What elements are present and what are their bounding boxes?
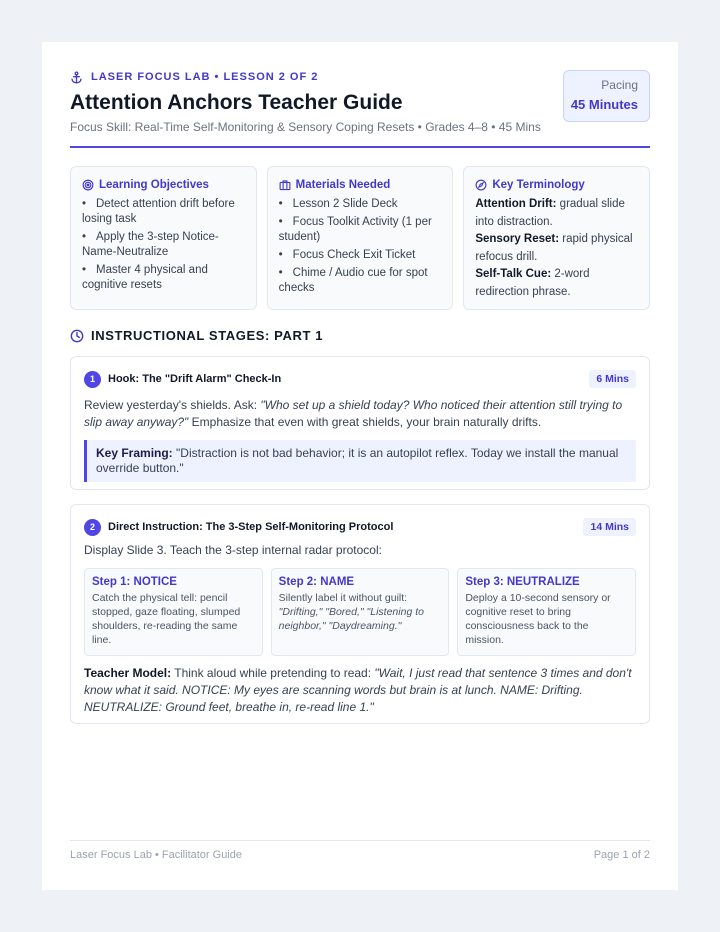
- term-label: Sensory Reset:: [475, 233, 560, 245]
- terminology-title: Key Terminology: [492, 179, 585, 191]
- header-divider: [70, 146, 650, 148]
- step-text: [92, 591, 255, 647]
- stages-heading-text: INSTRUCTIONAL STAGES: PART 1: [91, 328, 324, 343]
- step-card-notice: [84, 568, 263, 656]
- overview-cards: [70, 166, 650, 310]
- term-item: [475, 231, 638, 266]
- framing-text: "Distraction is not bad behavior; it is an autopilot reflex. Today we install the manual override button.": [96, 446, 619, 475]
- list-item: • Master 4 physical and cognitive resets: [82, 264, 208, 291]
- list-item: • Apply the 3-step Notice-Name-Neutralize: [82, 231, 219, 258]
- description-text: Emphasize that even with great shields, your brain naturally drifts.: [188, 415, 542, 429]
- material-text: Lesson 2 Slide Deck: [292, 198, 398, 210]
- key-framing-callout: [84, 440, 636, 482]
- stage-title: [84, 519, 393, 536]
- page-title: Attention Anchors Teacher Guide: [70, 91, 403, 114]
- objective-text: Master 4 physical and cognitive resets: [82, 264, 208, 291]
- step-title: Step 3: NEUTRALIZE: [465, 576, 580, 588]
- step-card-name: [271, 568, 450, 656]
- materials-list: [279, 197, 442, 296]
- compass-icon: [475, 179, 487, 191]
- step-text: [279, 591, 442, 633]
- target-icon: [82, 179, 94, 191]
- eyebrow-text: LASER FOCUS LAB • LESSON 2 OF 2: [91, 71, 319, 83]
- description-quote: "Who set up a shield today? Who noticed their attention still trying to slip away anyway?": [84, 398, 623, 429]
- terminology-heading: [475, 178, 638, 192]
- step-title: Step 2: NAME: [278, 576, 355, 588]
- stage-number: 1: [84, 371, 101, 388]
- objectives-heading: [82, 178, 245, 192]
- list-item: • Focus Check Exit Ticket: [278, 249, 416, 261]
- material-text: Focus Check Exit Ticket: [292, 249, 416, 261]
- objective-text: Detect attention drift before losing task: [82, 198, 235, 225]
- material-text: Focus Toolkit Activity (1 per student): [278, 216, 432, 243]
- pacing-label: Pacing: [601, 78, 638, 92]
- duration-badge: 14 Mins: [583, 518, 636, 536]
- list-item: • Detect attention drift before losing task: [82, 198, 235, 225]
- description-text: Review yesterday's shields. Ask:: [84, 398, 261, 412]
- stage-card-2: [70, 504, 650, 724]
- stage-header: [84, 517, 636, 537]
- objective-text: Apply the 3-step Notice-Name-Neutralize: [82, 231, 219, 258]
- stage-title-text: Hook: The "Drift Alarm" Check-In: [108, 373, 282, 385]
- terminology-card: [463, 166, 650, 310]
- briefcase-icon: [279, 179, 291, 191]
- term-definition: gradual slide into distraction.: [475, 198, 625, 228]
- pacing-value: 45 Minutes: [570, 97, 638, 112]
- footer-left: Laser Focus Lab • Facilitator Guide: [70, 849, 242, 861]
- objectives-card: [70, 166, 257, 310]
- materials-title: Materials Needed: [295, 179, 391, 191]
- step-description: Catch the physical tell: pencil stopped, gaze floating, slumped shoulders, re-reading the same line.: [92, 592, 241, 646]
- stage-header: [84, 369, 636, 389]
- material-text: Chime / Audio cue for spot checks: [278, 267, 428, 294]
- term-item: [475, 266, 638, 301]
- objectives-title: Learning Objectives: [99, 179, 209, 191]
- model-text: Think aloud while pretending to read:: [171, 666, 375, 680]
- framing-label: Key Framing:: [96, 446, 173, 460]
- step-card-neutralize: [457, 568, 636, 656]
- model-quote: "Wait, I just read that sentence 3 times and don't know what it said. NOTICE: My eyes are scanning words but brain is at lunch. NAME: Drifting. NEUTRALIZE: Ground feet, breathe in, re-read line 1.": [84, 666, 632, 714]
- term-definition: rapid physical refocus drill.: [475, 233, 633, 263]
- page-content: [70, 70, 650, 714]
- clock-icon: [70, 329, 84, 343]
- step-text: [465, 591, 628, 647]
- stage-title-text: Direct Instruction: The 3-Step Self-Monitoring Protocol: [108, 521, 394, 533]
- step-description: Silently label it without guilt:: [278, 592, 408, 604]
- page-number: Page 1 of 2: [593, 849, 650, 861]
- stage-number: 2: [84, 519, 101, 536]
- step-title: Step 1: NOTICE: [92, 576, 177, 588]
- stage-description: [84, 397, 636, 431]
- guide-page: [42, 42, 678, 890]
- list-item: • Chime / Audio cue for spot checks: [278, 267, 428, 294]
- step-description: Deploy a 10-second sensory or cognitive reset to bring consciousness back to the mission.: [465, 592, 611, 646]
- stages-heading: [70, 328, 323, 343]
- protocol-steps: [84, 568, 636, 656]
- duration-badge: 6 Mins: [589, 370, 636, 388]
- page-subtitle: Focus Skill: Real-Time Self-Monitoring & Sensory Coping Resets • Grades 4–8 • 45 Mins: [70, 120, 541, 134]
- model-label: Teacher Model:: [84, 666, 172, 680]
- term-item: [475, 196, 638, 231]
- list-item: • Focus Toolkit Activity (1 per student): [278, 216, 432, 243]
- stage-card-1: [70, 356, 650, 490]
- materials-heading: [279, 178, 442, 192]
- teacher-model: [84, 665, 636, 716]
- page-footer: [70, 840, 650, 861]
- stage-title: [84, 371, 281, 388]
- pacing-badge: [563, 70, 650, 122]
- list-item: • Lesson 2 Slide Deck: [278, 198, 398, 210]
- anchor-icon: [70, 71, 83, 84]
- term-definition: 2-word redirection phrase.: [475, 268, 590, 298]
- materials-card: [267, 166, 454, 310]
- term-label: Self-Talk Cue:: [475, 268, 552, 280]
- objectives-list: [82, 197, 245, 293]
- stage-intro: Display Slide 3. Teach the 3-step internal radar protocol:: [84, 543, 382, 557]
- step-examples: "Drifting," "Bored," "Listening to neighbor," "Daydreaming.": [278, 606, 424, 632]
- term-label: Attention Drift:: [475, 198, 557, 210]
